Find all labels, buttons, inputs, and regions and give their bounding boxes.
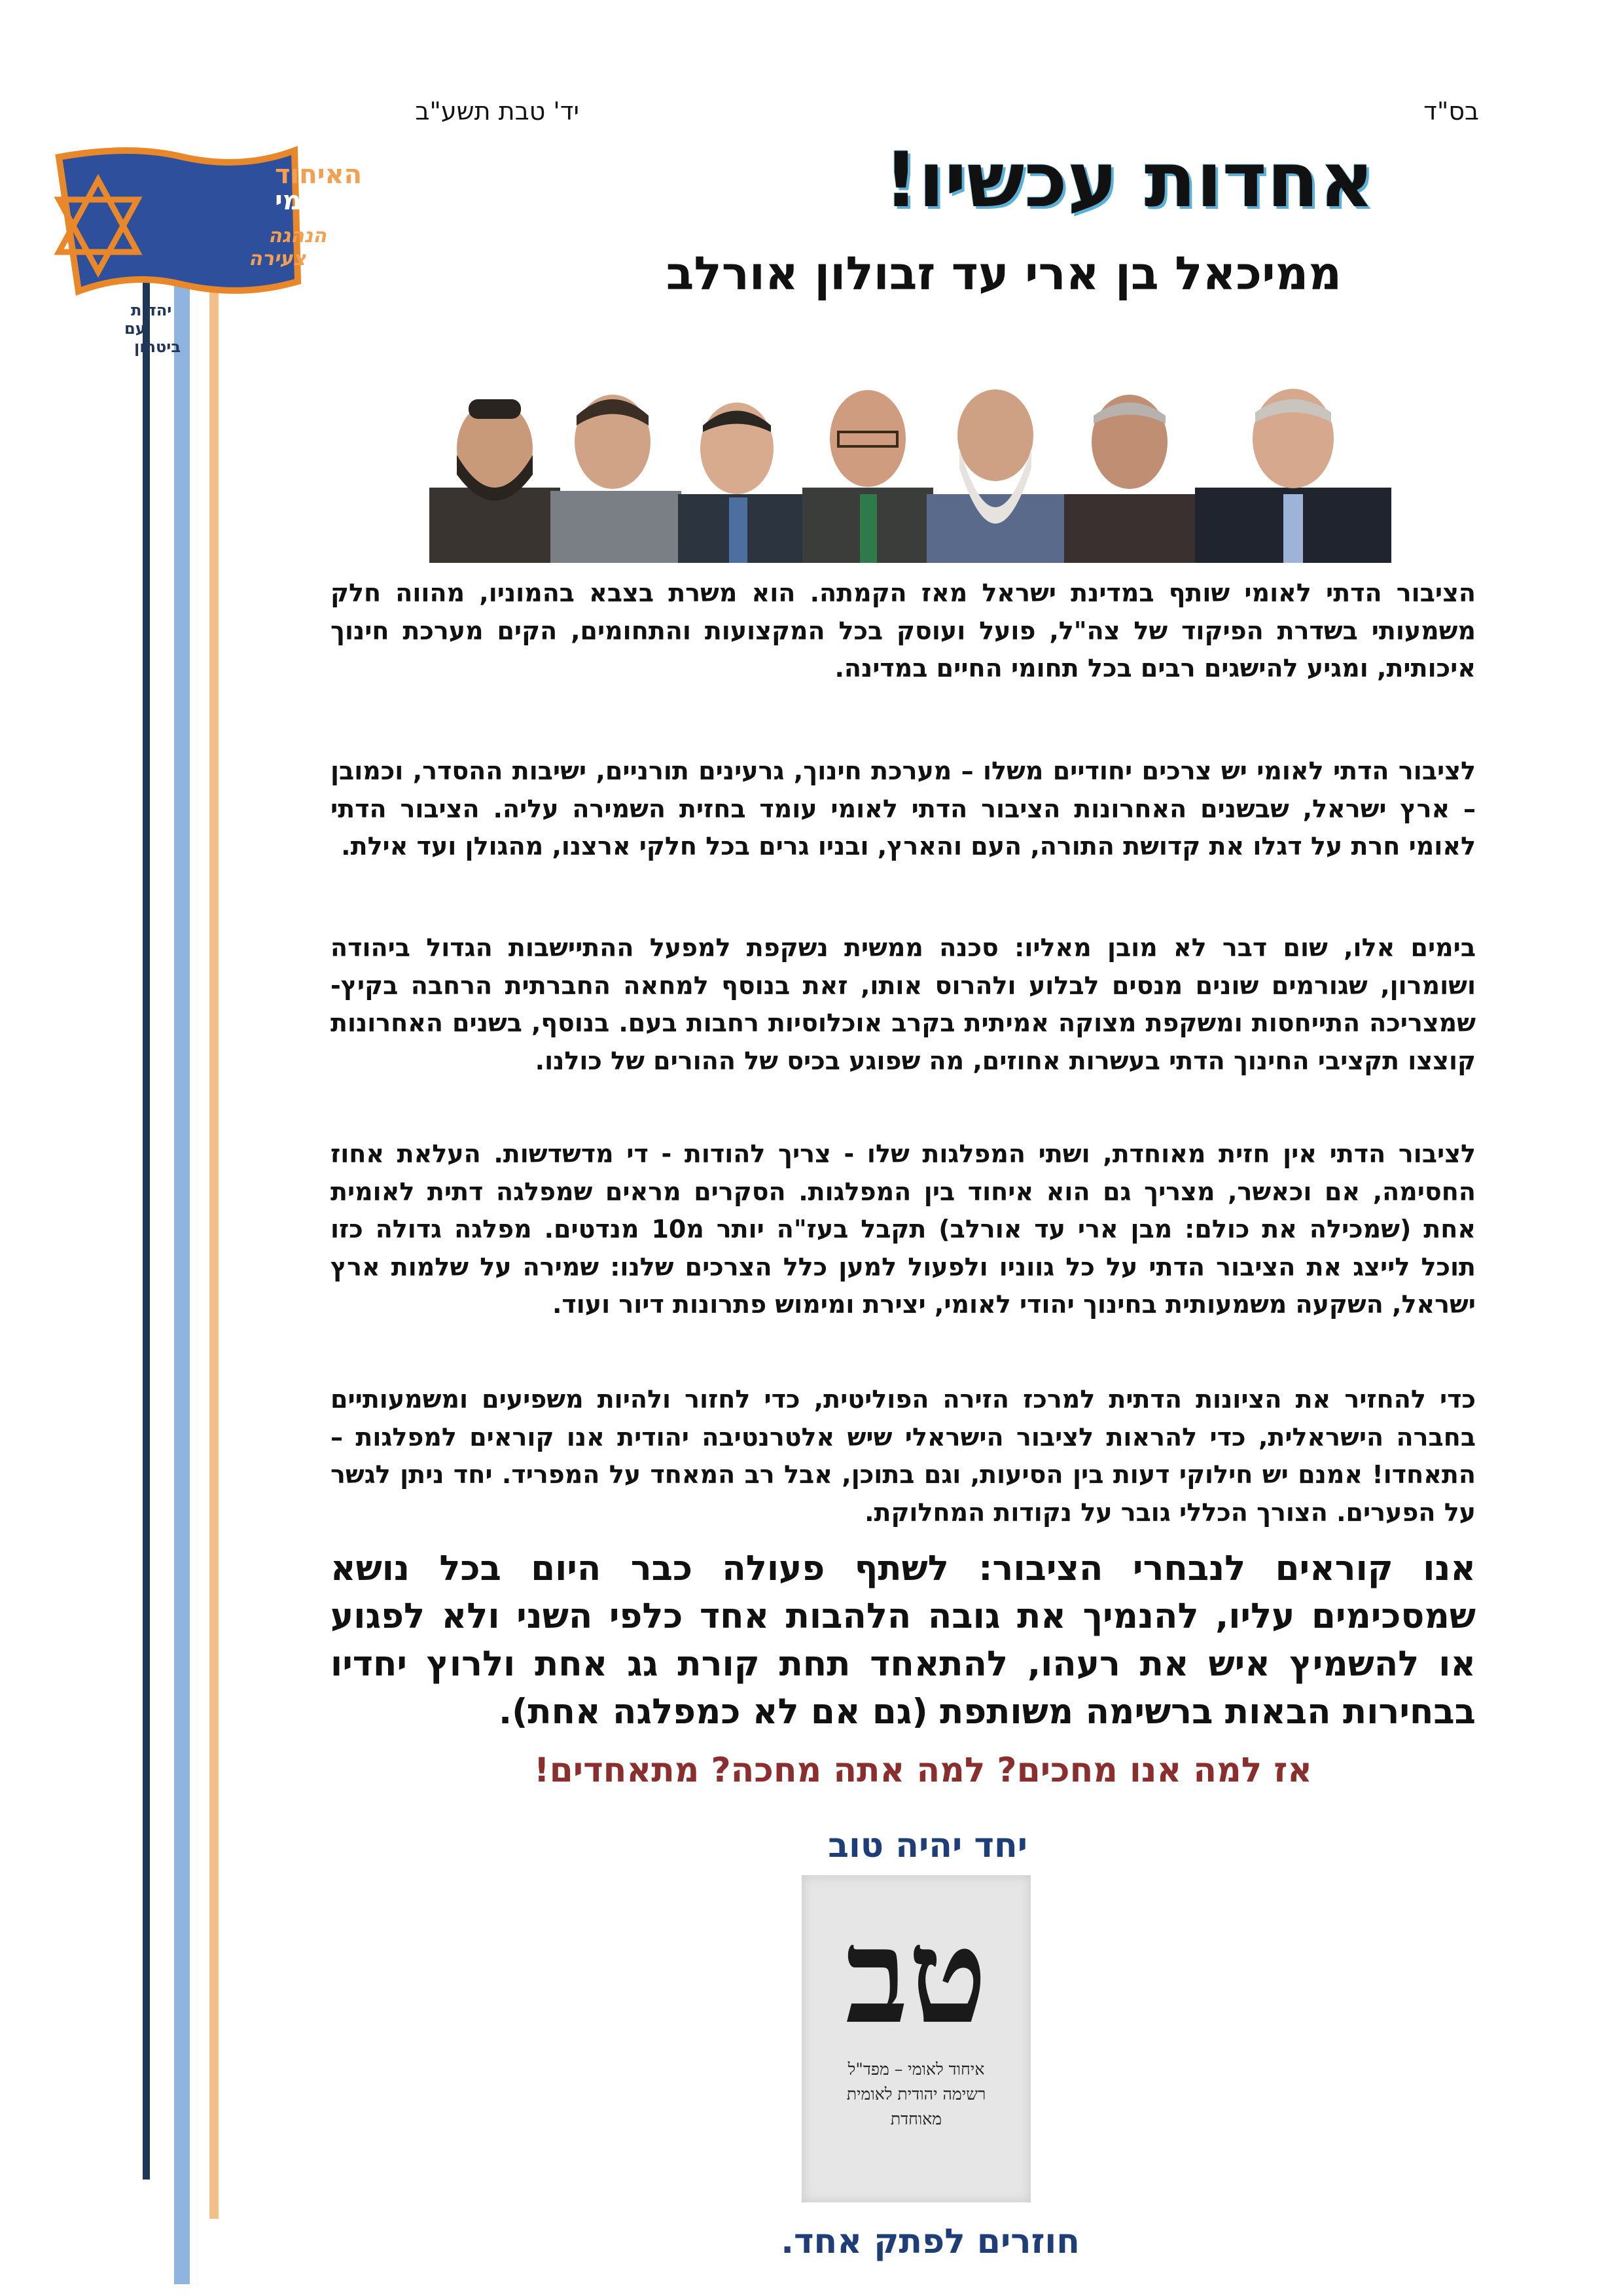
- question-line: אז למה אנו מחכים? למה אתה מחכה? מתאחדים!: [533, 1751, 1312, 1790]
- logo-line2: הלאומי: [275, 186, 364, 216]
- page-title: אחדות עכשיו!: [883, 136, 1374, 224]
- paragraph-1: הציבור הדתי לאומי שותף במדינת ישראל מאז הקמתה. הוא משרת בצבא בהמוניו, מהווה חלק משמעותי בשדרת הפיקוד של צה"ל, פועל ועוסק בכל המקצועות והתחומים, הקים מערכת חינוך איכותית, ומגיע להישגים רבים בכל תחומי החיים במדינה.: [330, 579, 1476, 683]
- header-date: יד' טבת תשע"ב: [415, 97, 579, 126]
- logo-line4: צעירה: [249, 247, 306, 270]
- ballot-letters: טב: [845, 1899, 988, 2053]
- ballot-slip-image: [802, 1875, 1031, 2202]
- stripe-peach: [209, 242, 219, 2219]
- ballot-line-2: רשימה יהודית לאומית: [846, 2085, 986, 2104]
- paragraph-5: כדי להחזיר את הציונות הדתית למרכז הזירה הפוליטית, כדי לחזור ולהיות משפיעים ומשמעותיים בחברה הישראלית, כדי להראות לציבור הישראלי שיש אלטרנטיבה יהודית אנו קוראים למפלגות – התאחדו! אמנם יש חילוקי דעות בין הסיעות, וגם בתוכן, אבל רב המאחד על המפריד. יחד ניתן לגשר על הפערים. הצורך הכללי גובר על נקודות המחלוקת.: [330, 1385, 1476, 1527]
- logo-tag2: עם: [124, 319, 146, 338]
- stripe-light-blue: [174, 242, 190, 2284]
- ballot-line-3: מאוחדת: [890, 2109, 942, 2128]
- paragraph-2: לציבור הדתי לאומי יש צרכים יחודיים משלו – מערכת חינוך, גרעינים תורניים, ישיבות ההסדר, וכמובן – ארץ ישראל, שבשנים האחרונות הציבור הדתי לאומי עומד בחזית השמירה עליה. הציבור הדתי לאומי חרת על דגלו את קדושת התורה, העם והארץ, ובניו גרים בכל חלקי ארצנו, מהגולן ועד אילת.: [330, 757, 1476, 861]
- slogan: יחד יהיה טוב: [828, 1826, 1027, 1865]
- logo-line3: הנהגה: [268, 224, 327, 247]
- logo-line1: האיחוד: [275, 160, 363, 190]
- paragraph-4: לציבור הדתי אין חזית מאוחדת, ושתי המפלגות שלו - צריך להודות - די מדשדשות. העלאת אחוז החסימה, אם וכאשר, מצריך גם הוא איחוד בין המפלגות. הסקרים מראים שמפלגה דתית לאומית אחת (שמכילה את כולם: מבן ארי עד אורלב) תקבל בעז"ה יותר מ10 מנדטים. מפלגה גדולה כזו תוכל לייצג את הציבור הדתי על כל גווניו ולפעול למען כלל הצרכים שלנו: שמירה על שלמות ארץ ישראל, השקעה משמעותית בחינוך יהודי לאומי, יצירת ומימוש פתרונות דיור ועוד.: [330, 1139, 1476, 1319]
- call-to-action: אנו קוראים לנבחרי הציבור: לשתף פעולה כבר היום בכל נושא שמסכימים עליו, להנמיך את גובה הלהבות אחד כלפי השני ולא לפגוע או להשמיץ איש את רעהו, להתאחד תחת קורת גג אחת ולרוץ יחדיו בבחירות הבאות ברשימה משותפת (גם אם לא כמפלגה אחת).: [330, 1549, 1476, 1732]
- logo-tag3: ביטחון: [134, 338, 181, 356]
- party-logo: [52, 144, 364, 2238]
- header-bsd: בס"ד: [1423, 97, 1479, 126]
- paragraph-3: בימים אלו, שום דבר לא מובן מאליו: סכנה ממשית נשקפת למפעל ההתיישבות הגדול ביהודה ושומרון, שגורמים שונים מנסים לבלוע ולהרוס אותו, זאת בנוסף למחאה החברתית הרחבה בקיץ- שמצריכה התייחסות ומשקפת מצוקה אמיתית בקרב אוכלוסיות רחבות בעם. בנוסף, בשנים האחרונות קוצצו תקציבי החינוך הדתי בעשרות אחוזים, מה שפוגע בכיס של ההורים של כולנו.: [330, 933, 1476, 1075]
- logo-tag1: יהדות: [131, 301, 172, 319]
- footer-slogan: חוזרים לפתק אחד.: [781, 2222, 1080, 2261]
- ballot-line-1: איחוד לאומי – מפד"ל: [847, 2060, 985, 2079]
- page-subtitle: ממיכאל בן ארי עד זבולון אורלב: [666, 247, 1342, 300]
- stripe-navy: [143, 242, 150, 2179]
- portraits-photo-strip: [410, 370, 1391, 563]
